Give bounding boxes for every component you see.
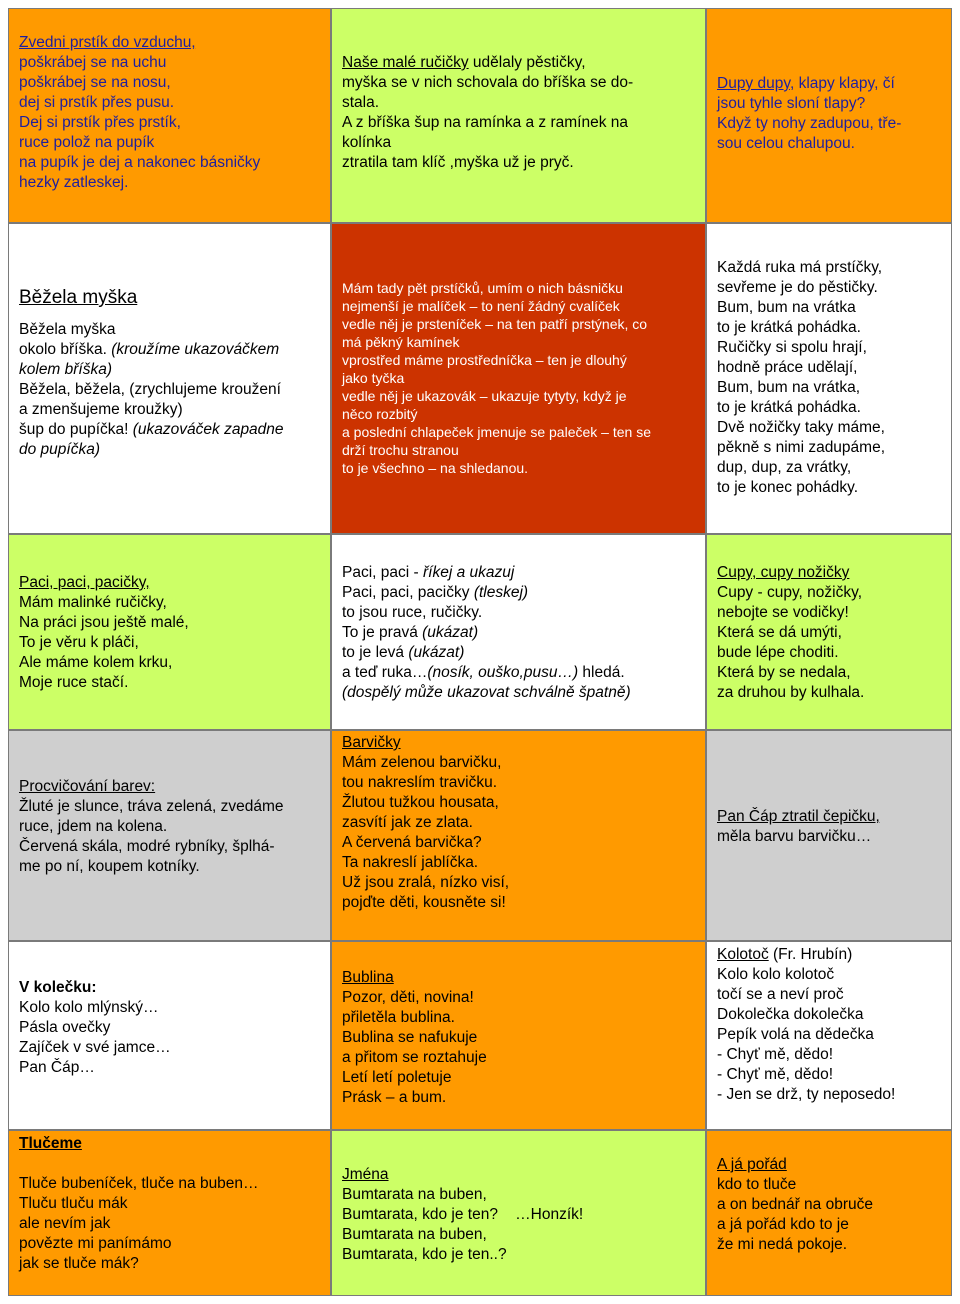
poem-line: to je všechno – na shledanou. xyxy=(342,460,529,476)
poem-cell-jmena xyxy=(331,1130,706,1296)
poem-line: Ale máme kolem krku, xyxy=(19,654,173,671)
poem-line: Pásla ovečky xyxy=(19,1019,111,1036)
poem-line: Už jsou zralá, nízko visí, xyxy=(342,874,510,891)
poem-line: to je krátká pohádka. xyxy=(717,319,861,336)
poem-line: na pupík je dej a nakonec básničky xyxy=(19,154,261,171)
poem-line: Bumtarata na buben, xyxy=(342,1186,487,1203)
instruction-text: (ukazováček zapadne xyxy=(132,421,284,438)
poem-line: A z bříška šup na ramínka a z ramínek na xyxy=(342,114,629,131)
poem-line: jak se tluče mák? xyxy=(19,1255,139,1272)
poem-cell-paci-paci-rikej xyxy=(331,534,706,730)
poem-line: a on bednář na obruče xyxy=(717,1196,873,1213)
instruction-text: (tleskej) xyxy=(473,584,529,601)
poem-author: (Fr. Hrubín) xyxy=(768,946,853,963)
poem-line: pěkně s nimi zadupáme, xyxy=(717,439,886,456)
poem-title: Pan Čáp ztratil čepičku, xyxy=(717,808,880,825)
poem-line: Kolo kolo mlýnský… xyxy=(19,999,159,1016)
poem-line: Bumtarata na buben, xyxy=(342,1226,487,1243)
poem-cell-v-kolecku xyxy=(8,941,331,1130)
poem-line: Pan Čáp… xyxy=(19,1059,95,1076)
poem-line: Žluté je slunce, tráva zelená, zvedáme xyxy=(19,798,284,815)
poem-line: Která se dá umýti, xyxy=(717,624,842,641)
poem-line: Bum, bum na vrátka xyxy=(717,299,856,316)
poem-line: okolo bříška. xyxy=(19,341,112,358)
poem-line: Která by se nedala, xyxy=(717,664,851,681)
instruction-text: říkej a ukazuj xyxy=(422,564,515,581)
poem-line: to je konec pohádky. xyxy=(717,479,859,496)
poem-text xyxy=(717,1155,945,1255)
poem-line: dej si prstík přes pusu. xyxy=(19,94,175,111)
poem-line: to jsou ruce, ručičky. xyxy=(342,604,483,621)
poem-line: Zajíček v své jamce… xyxy=(19,1039,171,1056)
poem-line: Ta nakreslí jablíčka. xyxy=(342,854,479,871)
poem-line: Pepík volá na dědečka xyxy=(717,1026,874,1043)
poem-line: sevřeme je do pěstičky. xyxy=(717,279,878,296)
poem-cell-cupy-cupy xyxy=(706,534,952,730)
poem-cell-kolotoc xyxy=(706,941,952,1130)
poem-line: Kolo kolo kolotoč xyxy=(717,966,835,983)
poem-line: zasvítí jak ze zlata. xyxy=(342,814,473,831)
poem-text xyxy=(19,573,324,693)
poem-line: Tluče bubeníček, tluče na buben… xyxy=(19,1175,259,1192)
poem-cell-pet-prsticku xyxy=(331,223,706,534)
poem-line: kdo to tluče xyxy=(717,1176,797,1193)
instruction-text: (dospělý může ukazovat schválně špatně) xyxy=(342,684,631,701)
poem-line: to je krátká pohádka. xyxy=(717,399,861,416)
poem-line: vedle něj je ukazovák – ukazuje tytyty, když je xyxy=(342,388,627,404)
poem-text xyxy=(342,1165,699,1265)
poem-line: nebojte se vodičky! xyxy=(717,604,849,621)
poem-line: vedle něj je prsteníček – na ten patří prstýnek, co xyxy=(342,316,648,332)
poem-line: udělaly pěstičky, xyxy=(468,54,586,71)
poem-title: Naše malé ručičky xyxy=(342,54,469,71)
instruction-text: (ukázat) xyxy=(408,644,465,661)
poem-text xyxy=(19,777,324,877)
poem-line: měla barvu barvičku… xyxy=(717,828,872,845)
poem-line: Cupy - cupy, nožičky, xyxy=(717,584,863,601)
poem-line: hledá. xyxy=(578,664,625,681)
poem-line: a přitom se roztahuje xyxy=(342,1049,487,1066)
poem-title: A já pořád xyxy=(717,1156,787,1173)
poem-line: kolínka xyxy=(342,134,392,151)
poem-line: Žlutou tužkou housata, xyxy=(342,794,499,811)
poem-line: povězte mi panímámo xyxy=(19,1235,172,1252)
poem-line: to je levá xyxy=(342,644,409,661)
poem-text xyxy=(342,733,699,913)
poem-line: Červená skála, modré rybníky, šplhá- xyxy=(19,838,275,855)
poem-line: sou celou chalupou. xyxy=(717,135,855,152)
poem-line: Tluču tluču mák xyxy=(19,1195,128,1212)
poem-line: bude lépe choditi. xyxy=(717,644,839,661)
poem-line: hezky zatleskej. xyxy=(19,174,129,191)
poem-line: A červená barvička? xyxy=(342,834,482,851)
instruction-text: (kroužíme ukazováčkem xyxy=(111,341,280,358)
poem-cell-paci-pacicky xyxy=(8,534,331,730)
poem-line: Mám tady pět prstíčků, umím o nich básničku xyxy=(342,280,623,296)
poem-line: za druhou by kulhala. xyxy=(717,684,865,701)
poem-cell-bublina xyxy=(331,941,706,1130)
poem-title: Zvedni prstík do vzduchu, xyxy=(19,34,196,51)
poem-cell-procvicovani-barev xyxy=(8,730,331,941)
poem-line: Paci, paci - xyxy=(342,564,423,581)
poem-title: Barvičky xyxy=(342,734,401,751)
poem-line: - Jen se drž, ty neposedo! xyxy=(717,1086,896,1103)
poem-line: a poslední chlapeček jmenuje se paleček – ten se xyxy=(342,424,651,440)
poem-text xyxy=(19,1134,324,1274)
poem-line: točí se a neví proč xyxy=(717,986,844,1003)
poem-text xyxy=(717,807,945,847)
poem-line: me po ní, koupem kotníky. xyxy=(19,858,200,875)
poem-line: a zmenšujeme kroužky) xyxy=(19,401,183,418)
poem-line: - Chyť mě, dědo! xyxy=(717,1046,834,1063)
poem-line: jako tyčka xyxy=(342,370,405,386)
poem-line: Běžela, běžela, (zrychlujeme kroužení xyxy=(19,381,281,398)
poem-line: poškrábej se na uchu xyxy=(19,54,167,71)
poem-cell-barvicky xyxy=(331,730,706,941)
poem-line: Běžela myška xyxy=(19,321,116,338)
instruction-text: do pupíčka) xyxy=(19,441,100,458)
poem-line: poškrábej se na nosu, xyxy=(19,74,171,91)
poem-title: Běžela myška xyxy=(19,287,138,308)
poem-text xyxy=(19,33,324,193)
poem-line: pojďte děti, kousněte si! xyxy=(342,894,506,911)
poem-line: Bumtarata, kdo je ten? …Honzík! xyxy=(342,1206,584,1223)
poem-text xyxy=(717,258,945,498)
poem-text xyxy=(717,945,945,1105)
poem-cell-bezela-myska xyxy=(8,223,331,534)
poem-line: Na práci jsou ještě malé, xyxy=(19,614,189,631)
poem-line: nejmenší je malíček – to není žádný cvalíček xyxy=(342,298,620,314)
poem-line: Bum, bum na vrátka, xyxy=(717,379,861,396)
poem-title: Cupy, cupy nožičky xyxy=(717,564,850,581)
poem-line: Když ty nohy zadupou, tře- xyxy=(717,115,902,132)
poem-line: vprostřed máme prostředníčka – ten je dlouhý xyxy=(342,352,627,368)
poem-title: Bublina xyxy=(342,969,394,986)
poem-line: jsou tyhle sloní tlapy? xyxy=(717,95,866,112)
poem-cell-nase-male-rucicky xyxy=(331,8,706,223)
poem-line: , klapy klapy, čí xyxy=(789,75,895,92)
poem-line: Mám zelenou barvičku, xyxy=(342,754,502,771)
poem-line: stala. xyxy=(342,94,380,111)
poem-line: To je věru k pláči, xyxy=(19,634,139,651)
poem-line: a já pořád kdo to je xyxy=(717,1216,849,1233)
poem-cell-kazda-ruka xyxy=(706,223,952,534)
poem-line: - Chyť mě, dědo! xyxy=(717,1066,834,1083)
poem-line: Mám malinké ručičky, xyxy=(19,594,167,611)
poem-line: dup, dup, za vrátky, xyxy=(717,459,852,476)
poem-line: drží trochu stranou xyxy=(342,442,459,458)
poem-line: šup do pupíčka! xyxy=(19,421,133,438)
poem-text xyxy=(19,286,324,460)
poem-title: Kolotoč xyxy=(717,946,769,963)
poem-line: něco rozbitý xyxy=(342,406,418,422)
poem-line: Každá ruka má prstíčky, xyxy=(717,259,883,276)
instruction-text: (ukázat) xyxy=(422,624,479,641)
poem-title: Paci, paci, pacičky, xyxy=(19,574,150,591)
poem-line: myška se v nich schovala do bříška se do- xyxy=(342,74,634,91)
poem-line: Paci, paci, pacičky xyxy=(342,584,474,601)
poem-title: Jména xyxy=(342,1166,389,1183)
poem-line: ztratila tam klíč ,myška už je pryč. xyxy=(342,154,574,171)
poem-cell-tluceme xyxy=(8,1130,331,1296)
poem-line: hodně práce udělají, xyxy=(717,359,858,376)
instruction-text: (nosík, ouško,pusu…) xyxy=(427,664,579,681)
poem-line: Letí letí poletuje xyxy=(342,1069,452,1086)
poem-line: Bublina se nafukuje xyxy=(342,1029,478,1046)
poem-line: že mi nedá pokoje. xyxy=(717,1236,848,1253)
poem-text xyxy=(717,74,945,154)
poem-text xyxy=(342,968,699,1108)
poem-line: Prásk – a bum. xyxy=(342,1089,447,1106)
poem-title: Tlučeme xyxy=(19,1135,82,1152)
poem-title: V kolečku: xyxy=(19,979,97,996)
poem-line: ale nevím jak xyxy=(19,1215,111,1232)
poem-line: Dokolečka dokolečka xyxy=(717,1006,864,1023)
poem-line: přiletěla bublina. xyxy=(342,1009,455,1026)
poem-line: tou nakreslím travičku. xyxy=(342,774,498,791)
instruction-text: kolem bříška) xyxy=(19,361,113,378)
poem-line: Bumtarata, kdo je ten..? xyxy=(342,1246,507,1263)
poem-line: a teď ruka… xyxy=(342,664,428,681)
poem-cell-pan-cap xyxy=(706,730,952,941)
poem-line: Moje ruce stačí. xyxy=(19,674,129,691)
poem-cell-dupy-dupy xyxy=(706,8,952,223)
poem-text xyxy=(717,563,945,703)
poem-line: ruce, jdem na kolena. xyxy=(19,818,168,835)
poem-text xyxy=(342,53,699,173)
poem-cell-zvedni-prstik xyxy=(8,8,331,223)
poem-cell-a-ja-porad xyxy=(706,1130,952,1296)
poem-line: Dvě nožičky taky máme, xyxy=(717,419,885,436)
poem-title: Dupy dupy xyxy=(717,75,790,92)
poem-line: To je pravá xyxy=(342,624,423,641)
poem-line: Pozor, děti, novina! xyxy=(342,989,474,1006)
poem-line: má pěkný kamínek xyxy=(342,334,460,350)
poem-text xyxy=(342,279,699,477)
poem-text xyxy=(342,563,699,703)
poem-line: Ručičky si spolu hrají, xyxy=(717,339,867,356)
poem-line: ruce polož na pupík xyxy=(19,134,155,151)
poem-line: Dej si prstík přes prstík, xyxy=(19,114,181,131)
poem-text xyxy=(19,978,324,1078)
poem-title: Procvičování barev: xyxy=(19,778,156,795)
